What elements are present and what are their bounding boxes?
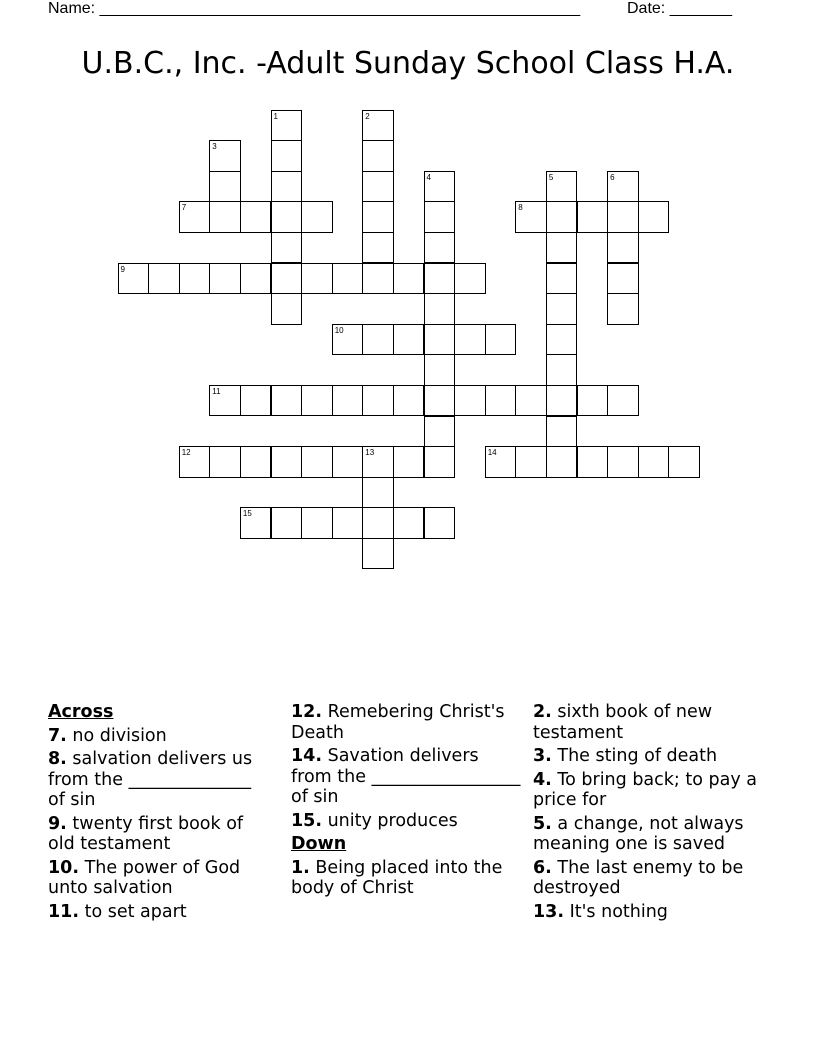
crossword-cell[interactable] (607, 385, 639, 417)
crossword-cell[interactable] (515, 446, 547, 478)
clue-number: 14 (487, 448, 497, 458)
clue-number: 15 (242, 509, 252, 519)
crossword-cell[interactable] (485, 324, 517, 356)
crossword-cell[interactable] (424, 263, 456, 295)
clue-item (533, 858, 758, 899)
clue-item-text: sixth book of new testament (533, 702, 713, 743)
crossword-cell[interactable] (362, 477, 394, 509)
crossword-cell[interactable] (577, 201, 609, 233)
crossword-cell[interactable] (424, 446, 456, 478)
clue-number: 10 (334, 325, 344, 335)
crossword-cell[interactable] (638, 201, 670, 233)
crossword-cell[interactable] (209, 263, 241, 295)
crossword-cell[interactable] (179, 446, 211, 478)
page-title: U.B.C., Inc. -Adult Sunday School Class H.A. (81, 46, 735, 81)
crossword-cell[interactable] (515, 385, 547, 417)
clue-item-text: Being placed into the body of Christ (291, 857, 503, 898)
clue-item (533, 702, 758, 743)
crossword-cell[interactable] (362, 110, 394, 142)
crossword-cell[interactable] (424, 385, 456, 417)
crossword-cell[interactable] (362, 446, 394, 478)
clue-item-text: The last enemy to be destroyed (533, 857, 744, 898)
crossword-cell[interactable] (424, 354, 456, 386)
crossword-cell[interactable] (362, 201, 394, 233)
crossword-cell[interactable] (332, 385, 364, 417)
crossword-cell[interactable] (301, 263, 333, 295)
crossword-cell[interactable] (271, 293, 303, 325)
clue-number: 12 (181, 448, 191, 458)
clue-item-text: To bring back; to pay a price for (533, 769, 757, 810)
crossword-cell[interactable] (607, 171, 639, 203)
crossword-cell[interactable] (271, 263, 303, 295)
clue-item (533, 770, 758, 811)
crossword-cell[interactable] (209, 171, 241, 203)
name-field-label: Name: ______________________________________________________ (48, 0, 581, 17)
clue-item-text: salvation delivers us from the ______________ of sin (48, 749, 253, 810)
clue-item-number: 1. (291, 857, 310, 878)
crossword-cell[interactable] (271, 385, 303, 417)
crossword-cell[interactable] (424, 507, 456, 539)
clue-number: 4 (426, 172, 431, 182)
clue-item (48, 814, 268, 855)
crossword-cell[interactable] (209, 201, 241, 233)
crossword-cell[interactable] (424, 201, 456, 233)
crossword-cell[interactable] (607, 201, 639, 233)
clue-item-number: 15. (291, 810, 323, 831)
crossword-cell[interactable] (454, 324, 486, 356)
crossword-cell[interactable] (362, 385, 394, 417)
crossword-cell[interactable] (424, 171, 456, 203)
clue-item-text: The power of God unto salvation (48, 857, 241, 898)
crossword-cell[interactable] (271, 140, 303, 172)
clue-item-number: 2. (533, 702, 552, 722)
crossword-cell[interactable] (271, 507, 303, 539)
crossword-cell[interactable] (240, 201, 272, 233)
clue-item (48, 902, 268, 923)
clue-number: 8 (518, 203, 523, 213)
crossword-cell[interactable] (301, 385, 333, 417)
crossword-cell[interactable] (393, 263, 425, 295)
clue-item-text: a change, not always meaning one is saved (533, 813, 744, 854)
clue-number: 6 (610, 172, 615, 182)
clue-number: 1 (273, 111, 278, 121)
clue-item (291, 746, 521, 808)
clue-item-text: The sting of death (557, 746, 718, 766)
clue-item-number: 9. (48, 813, 67, 834)
crossword-cell[interactable] (546, 232, 578, 264)
crossword-cell[interactable] (332, 507, 364, 539)
clue-item-number: 13. (533, 901, 565, 922)
crossword-cell[interactable] (332, 263, 364, 295)
crossword-cell[interactable] (179, 263, 211, 295)
crossword-cell[interactable] (454, 263, 486, 295)
crossword-cell[interactable] (209, 140, 241, 172)
crossword-cell[interactable] (332, 446, 364, 478)
clue-item-text: no division (72, 725, 167, 746)
crossword-cell[interactable] (393, 324, 425, 356)
clue-item-number: 7. (48, 725, 67, 746)
clue-item (533, 746, 758, 767)
clue-item-text: unity produces (327, 810, 458, 831)
crossword-cell[interactable] (546, 201, 578, 233)
crossword-cell[interactable] (209, 385, 241, 417)
clue-item (48, 858, 268, 899)
clue-item-number: 8. (48, 749, 67, 769)
crossword-cell[interactable] (271, 232, 303, 264)
crossword-cell[interactable] (393, 507, 425, 539)
clue-item-text: Remebering Christ's Death (291, 702, 505, 743)
crossword-cell[interactable] (546, 416, 578, 448)
clue-item-text: Savation delivers from the _________________ of sin (291, 746, 521, 807)
crossword-cell[interactable] (209, 446, 241, 478)
crossword-cell[interactable] (301, 446, 333, 478)
clue-item-number: 11. (48, 901, 80, 922)
crossword-cell[interactable] (240, 385, 272, 417)
clue-number: 11 (212, 386, 221, 396)
crossword-cell[interactable] (546, 385, 578, 417)
clue-number: 13 (365, 448, 375, 458)
crossword-cell[interactable] (362, 263, 394, 295)
crossword-cell[interactable] (424, 293, 456, 325)
crossword-cell[interactable] (362, 140, 394, 172)
crossword-cell[interactable] (118, 263, 150, 295)
down-heading: Down (291, 834, 347, 854)
crossword-cell[interactable] (271, 446, 303, 478)
crossword-cell[interactable] (546, 263, 578, 295)
crossword-cell[interactable] (577, 385, 609, 417)
clue-item (533, 814, 758, 855)
crossword-cell[interactable] (607, 293, 639, 325)
crossword-cell[interactable] (546, 446, 578, 478)
clue-item-number: 14. (291, 746, 323, 766)
clue-number: 9 (120, 264, 125, 274)
clue-item-number: 10. (48, 857, 80, 878)
crossword-cell[interactable] (424, 324, 456, 356)
crossword-cell[interactable] (301, 507, 333, 539)
crossword-cell[interactable] (515, 201, 547, 233)
crossword-cell[interactable] (240, 446, 272, 478)
clue-item (291, 702, 521, 743)
crossword-cell[interactable] (271, 110, 303, 142)
clue-item-text: twenty first book of old testament (48, 813, 244, 854)
across-heading: Across (48, 702, 114, 722)
crossword-cell[interactable] (362, 324, 394, 356)
crossword-cell[interactable] (546, 354, 578, 386)
clue-item-number: 6. (533, 857, 552, 878)
crossword-cell[interactable] (362, 171, 394, 203)
clues-column-1 (48, 702, 268, 925)
crossword-cell[interactable] (546, 171, 578, 203)
crossword-cell[interactable] (607, 263, 639, 295)
clue-item (48, 749, 268, 811)
clues-column-2 (291, 702, 521, 902)
crossword-cell[interactable] (362, 232, 394, 264)
crossword-cell[interactable] (577, 446, 609, 478)
clue-item (291, 858, 521, 899)
clue-number: 3 (212, 142, 217, 152)
crossword-cell[interactable] (362, 507, 394, 539)
clue-number: 7 (181, 203, 187, 213)
crossword-cell[interactable] (546, 324, 578, 356)
clue-item-number: 4. (533, 769, 552, 790)
crossword-cell[interactable] (485, 385, 517, 417)
crossword-cell[interactable] (393, 385, 425, 417)
clue-item (48, 726, 268, 747)
clue-item-number: 12. (291, 702, 323, 722)
clue-item (291, 811, 521, 832)
crossword-cell[interactable] (179, 201, 211, 233)
crossword-cell[interactable] (485, 446, 517, 478)
crossword-cell[interactable] (271, 171, 303, 203)
crossword-cell[interactable] (301, 201, 333, 233)
crossword-cell[interactable] (607, 446, 639, 478)
crossword-cell[interactable] (240, 263, 272, 295)
crossword-cell[interactable] (638, 446, 670, 478)
crossword-cell[interactable] (424, 416, 456, 448)
clue-number: 5 (548, 172, 554, 182)
clues-column-3 (533, 702, 758, 925)
clue-item-text: to set apart (84, 901, 187, 922)
crossword-cell[interactable] (362, 538, 394, 570)
clue-item-text: It's nothing (569, 901, 668, 922)
crossword-cell[interactable] (424, 232, 456, 264)
crossword-cell[interactable] (607, 232, 639, 264)
crossword-cell[interactable] (393, 446, 425, 478)
crossword-cell[interactable] (271, 201, 303, 233)
clue-item-number: 3. (533, 746, 552, 766)
date-field-label: Date: _______ (627, 0, 732, 17)
crossword-cell[interactable] (668, 446, 700, 478)
clue-item-number: 5. (533, 813, 552, 834)
crossword-cell[interactable] (546, 293, 578, 325)
crossword-cell[interactable] (148, 263, 180, 295)
crossword-cell[interactable] (332, 324, 364, 356)
clue-number: 2 (365, 111, 370, 121)
crossword-cell[interactable] (240, 507, 272, 539)
crossword-cell[interactable] (454, 385, 486, 417)
clue-item (533, 902, 758, 923)
